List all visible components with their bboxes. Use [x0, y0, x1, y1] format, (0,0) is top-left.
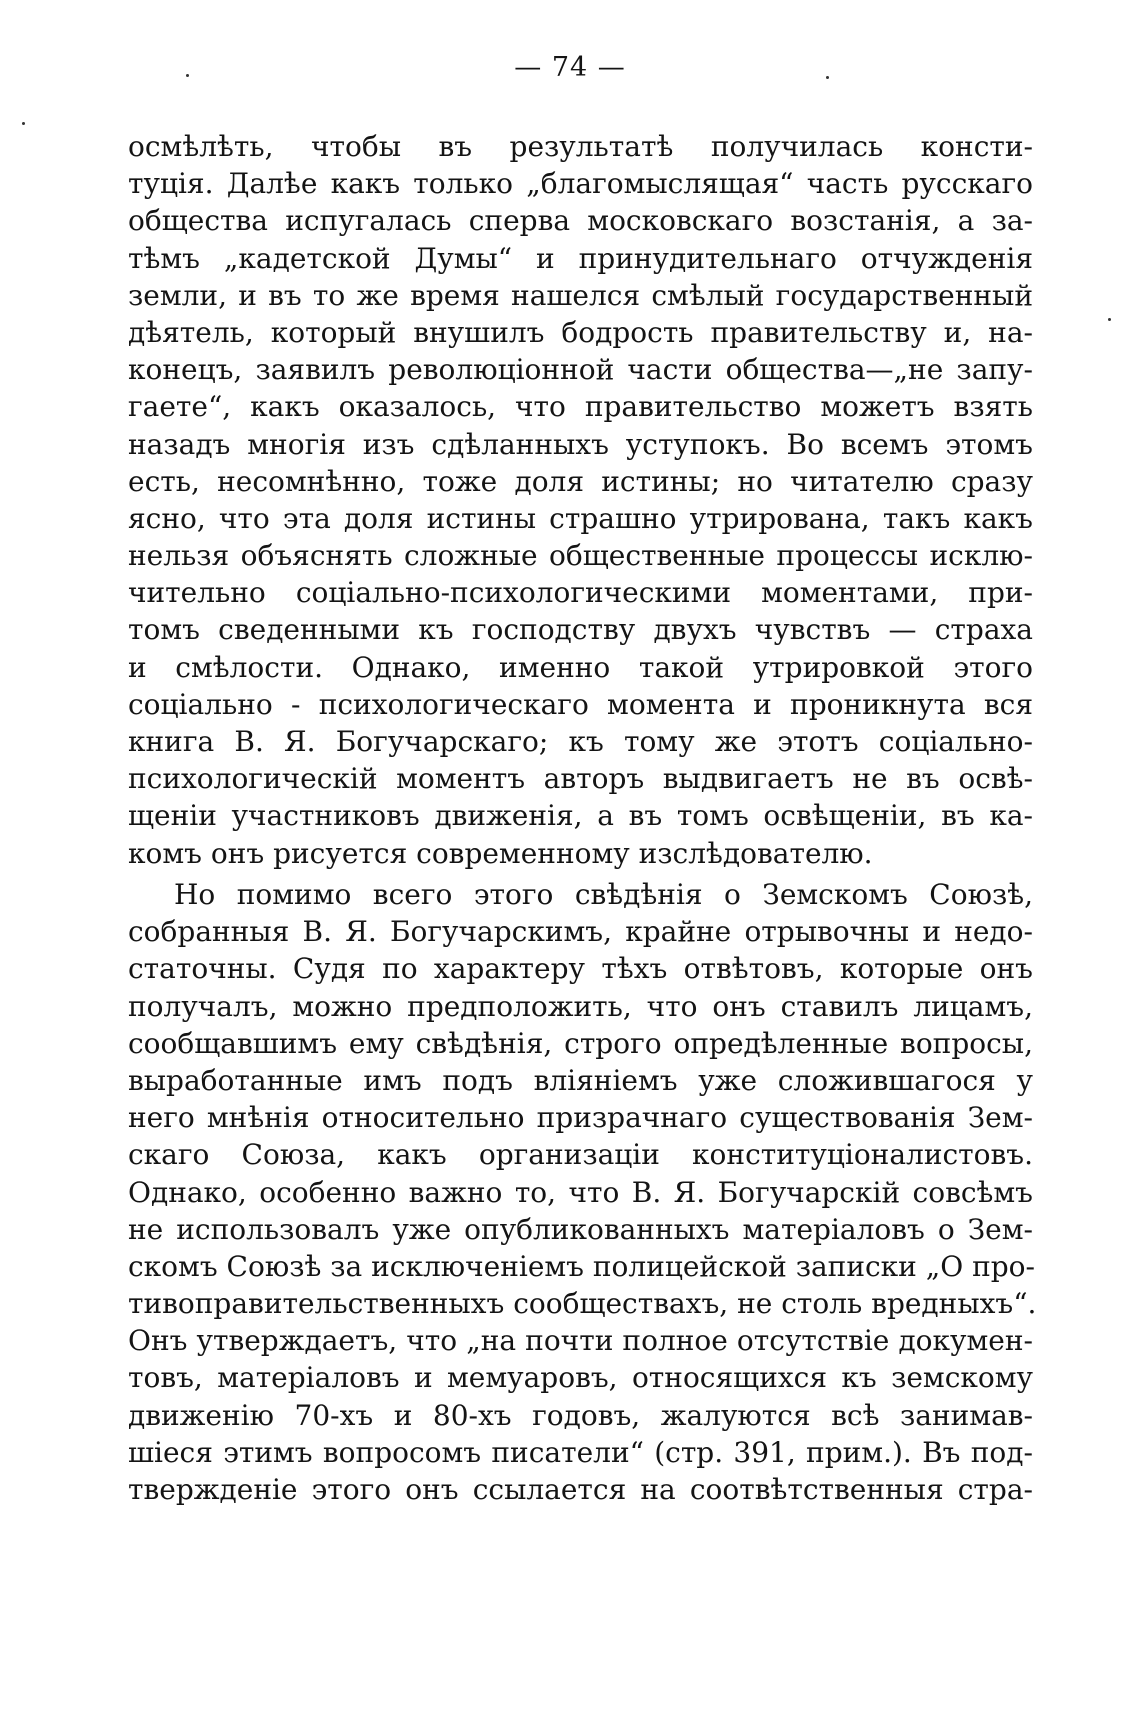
text-line: психологическій моментъ авторъ выдвигаетъ не въ освѣ-: [128, 762, 1033, 796]
text-line: Однако, особенно важно то, что В. Я. Богучарскій совсѣмъ: [128, 1175, 1033, 1209]
paragraph-2: [128, 876, 1037, 1508]
text-line: движенію 70-хъ и 80-хъ годовъ, жалуются всѣ занимав-: [128, 1398, 1033, 1432]
text-line: есть, несомнѣнно, тоже доля истины; но читателю сразу: [128, 464, 1033, 498]
print-speck: [1108, 318, 1111, 321]
text-line: соціально - психологическаго момента и проникнута вся: [128, 687, 1033, 721]
text-line: Онъ утверждаетъ, что „на почти полное отсутствіе докумен-: [128, 1324, 1033, 1358]
text-line: получалъ, можно предположить, что онъ ставилъ лицамъ,: [128, 989, 1033, 1023]
print-speck: [22, 122, 25, 125]
text-line: Но помимо всего этого свѣдѣнія о Земскомъ Союзѣ,: [174, 878, 1033, 911]
text-line: нельзя объяснять сложные общественные процессы исклю-: [128, 539, 1033, 573]
text-line: щеніи участниковъ движенія, а въ томъ освѣщеніи, въ ка-: [128, 799, 1033, 833]
text-line: чительно соціально-психологическими моментами, при-: [128, 576, 1033, 610]
text-line: тѣмъ „кадетской Думы“ и принудительнаго отчужденія: [128, 241, 1033, 275]
text-line: собранныя В. Я. Богучарскимъ, крайне отрывочны и недо-: [128, 915, 1033, 949]
text-line: томъ сведенными къ господству двухъ чувствъ — страха: [128, 613, 1033, 647]
text-line: не использовалъ уже опубликованныхъ матеріаловъ о Зем-: [128, 1212, 1033, 1246]
text-line: конецъ, заявилъ революціонной части общества—„не запу-: [128, 353, 1033, 387]
text-line: него мнѣнія относительно призрачнаго существованія Зем-: [128, 1101, 1033, 1135]
text-line: шіеся этимъ вопросомъ писатели“ (стр. 391, прим.). Въ под-: [128, 1435, 1033, 1469]
text-line: скаго Союза, какъ организаціи конституціоналистовъ.: [128, 1138, 1033, 1172]
text-line: земли, и въ то же время нашелся смѣлый государственный: [128, 278, 1033, 312]
text-line: назадъ многія изъ сдѣланныхъ уступокъ. Во всемъ этомъ: [128, 427, 1033, 461]
text-line: статочны. Судя по характеру тѣхъ отвѣтовъ, которые онъ: [128, 952, 1033, 986]
text-line: твержденіе этого онъ ссылается на соотвѣтственныя стра-: [128, 1473, 1033, 1506]
text-line: и смѣлости. Однако, именно такой утрировкой этого: [128, 650, 1033, 684]
text-line: дѣятель, который внушилъ бодрость правительству и, на-: [128, 315, 1033, 349]
page-number: — 74 —: [514, 52, 626, 83]
paragraph-1: [128, 128, 1033, 872]
text-line: книга В. Я. Богучарскаго; къ тому же этотъ соціально-: [128, 725, 1033, 758]
text-line: общества испугалась сперва московскаго возстанія, а за-: [128, 204, 1033, 238]
text-line: гаете“, какъ оказалось, что правительство можетъ взять: [128, 390, 1033, 424]
text-line: осмѣлѣть, чтобы въ результатѣ получилась консти-: [128, 130, 1033, 163]
text-line: комъ онъ рисуется современному изслѣдователю.: [128, 836, 873, 870]
text-line: выработанные имъ подъ вліяніемъ уже сложившагося у: [128, 1063, 1033, 1097]
text-line: ясно, что эта доля истины страшно утрирована, такъ какъ: [128, 501, 1033, 535]
text-line: товъ, матеріаловъ и мемуаровъ, относящихся къ земскому: [128, 1361, 1033, 1395]
text-line: тивоправительственныхъ сообществахъ, не столь вредныхъ“.: [128, 1287, 1037, 1321]
text-line: туція. Далѣе какъ только „благомыслящая“ часть русскаго: [128, 167, 1033, 201]
text-line: сообщавшимъ ему свѣдѣнія, строго опредѣленные вопросы,: [128, 1026, 1033, 1060]
text-line: скомъ Союзѣ за исключеніемъ полицейской записки „О про-: [128, 1249, 1035, 1283]
